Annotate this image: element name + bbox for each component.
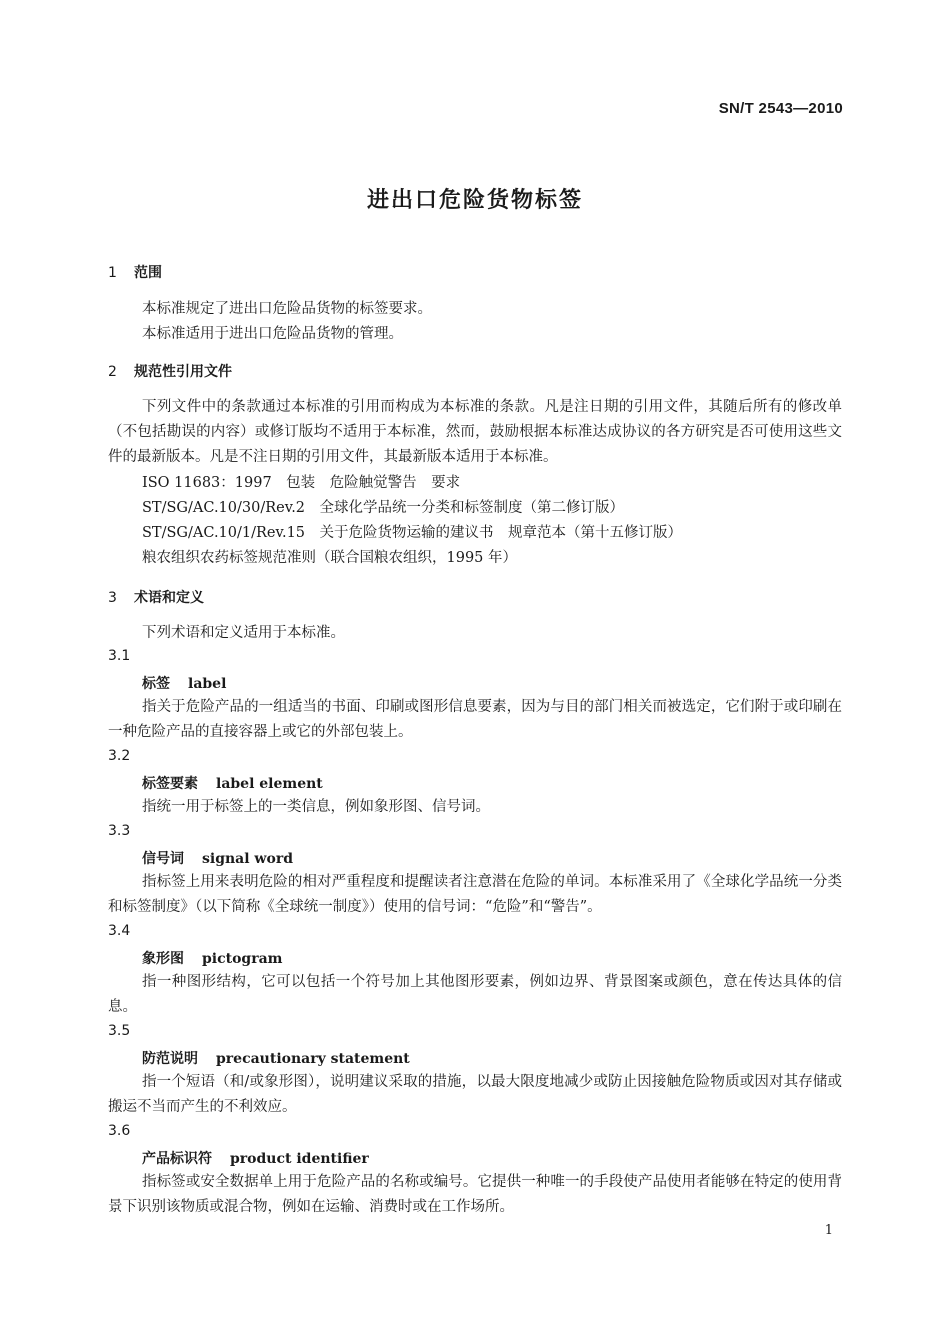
term-zh: 标签 — [142, 676, 170, 692]
term-definition: 指关于危险产品的一组适当的书面、印刷或图形信息要素，因为与目的部门相关而被选定，它们附于或印刷在一种危险产品的直接容器上或它的外部包装上。 — [108, 699, 842, 740]
clause-number: 3.6 — [108, 1123, 131, 1139]
terms-intro: 下列术语和定义适用于本标准。 — [142, 625, 345, 641]
section-title: 术语和定义 — [134, 590, 204, 606]
clause-number: 3.3 — [108, 823, 131, 839]
term-heading — [142, 848, 293, 868]
term-en: signal word — [202, 851, 293, 867]
reference-item: 粮农组织农药标签规范准则（联合国粮农组织，1995 年） — [142, 550, 518, 566]
section-2-heading — [108, 361, 232, 381]
term-en: pictogram — [202, 951, 283, 967]
section-number: 3 — [108, 590, 117, 606]
term-heading — [142, 673, 226, 693]
term-heading — [142, 1048, 410, 1068]
term-zh: 信号词 — [142, 851, 184, 867]
section-number: 1 — [108, 265, 117, 281]
term-definition: 指标签或安全数据单上用于危险产品的名称或编号。它提供一种唯一的手段使产品使用者能够在特定的使用背景下识别该物质或混合物，例如在运输、消费时或在工作场所。 — [108, 1174, 842, 1215]
term-zh: 标签要素 — [142, 776, 198, 792]
reference-item: ISO 11683：1997 包装 危险触觉警告 要求 — [142, 475, 461, 491]
term-heading — [142, 773, 323, 793]
term-definition: 指一个短语（和/或象形图），说明建议采取的措施，以最大限度地减少或防止因接触危险物质或因对其存储或搬运不当而产生的不利效应。 — [108, 1074, 842, 1115]
section-title: 规范性引用文件 — [134, 364, 232, 380]
term-zh: 象形图 — [142, 951, 184, 967]
page-number: 1 — [824, 1223, 833, 1238]
term-zh: 产品标识符 — [142, 1151, 212, 1167]
term-definition: 指一种图形结构，它可以包括一个符号加上其他图形要素，例如边界、背景图案或颜色，意在传达具体的信息。 — [108, 974, 842, 1015]
scope-paragraph: 本标准规定了进出口危险品货物的标签要求。 — [142, 301, 432, 317]
clause-number: 3.5 — [108, 1023, 131, 1039]
term-en: precautionary statement — [216, 1051, 410, 1067]
document-title: 进出口危险货物标签 — [366, 188, 583, 213]
section-title: 范围 — [134, 265, 162, 281]
scope-paragraph: 本标准适用于进出口危险品货物的管理。 — [142, 326, 403, 342]
section-number: 2 — [108, 364, 117, 380]
term-definition: 指统一用于标签上的一类信息，例如象形图、信号词。 — [142, 799, 490, 815]
normative-intro: 下列文件中的条款通过本标准的引用而构成为本标准的条款。凡是注日期的引用文件，其随后所有的修改单（不包括勘误的内容）或修订版均不适用于本标准，然而，鼓励根据本标准达成协议的各方研究是否可使用这些文件的最新版本。凡是不注日期的引用文件，其最新版本适用于本标准。 — [108, 399, 842, 465]
term-heading — [142, 1148, 369, 1168]
reference-item: ST/SG/AC.10/1/Rev.15 关于危险货物运输的建议书 规章范本（第十五修订版） — [142, 525, 683, 541]
term-definition: 指标签上用来表明危险的相对严重程度和提醒读者注意潜在危险的单词。本标准采用了《全球化学品统一分类和标签制度》（以下简称《全球统一制度》）使用的信号词：“危险”和“警告”。 — [108, 874, 842, 915]
term-heading — [142, 948, 283, 968]
section-3-heading — [108, 587, 204, 607]
clause-number: 3.2 — [108, 748, 131, 764]
section-1-heading — [108, 262, 162, 282]
term-en: label element — [216, 776, 323, 792]
term-en: label — [188, 676, 227, 692]
standard-number: SN/T 2543—2010 — [718, 100, 843, 117]
clause-number: 3.1 — [108, 648, 131, 664]
term-zh: 防范说明 — [142, 1051, 198, 1067]
clause-number: 3.4 — [108, 923, 131, 939]
term-en: product identifier — [230, 1151, 369, 1167]
reference-item: ST/SG/AC.10/30/Rev.2 全球化学品统一分类和标签制度（第二修订版） — [142, 500, 625, 516]
